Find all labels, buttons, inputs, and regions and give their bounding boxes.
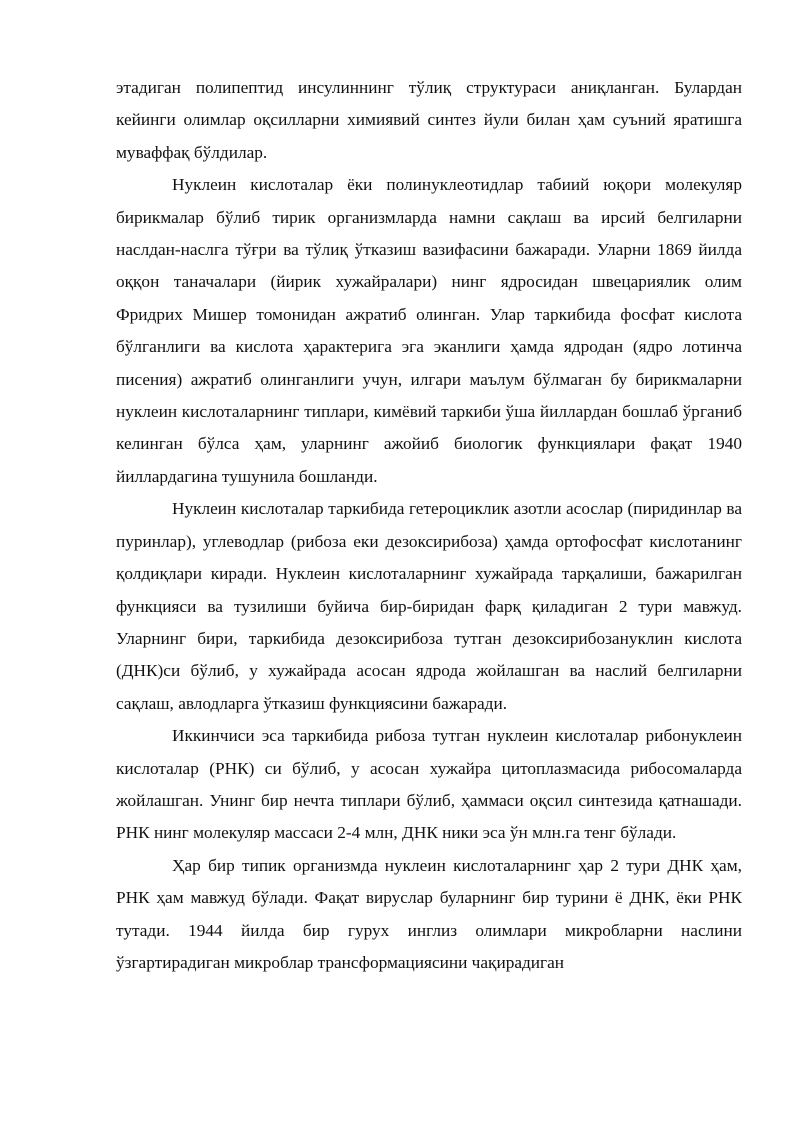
paragraph-5: Ҳар бир типик организмда нуклеин кислоталарнинг ҳар 2 тури ДНК ҳам, РНК ҳам мавжуд бўлади. Фақат вируслар буларнинг бир турини ё ДНК, ёки РНК тутади. 1944 йилда бир гурух инглиз олимлари микробларни наслини ўзгартирадиган микроблар трансформациясини чақирадиган xyxy=(116,855,742,972)
paragraph-2: Нуклеин кислоталар ёки полинуклеотидлар табиий юқори молекуляр бирикмалар бўлиб тирик организмларда намни сақлаш ва ирсий белгиларни наслдан-наслга тўғри ва тўлиқ ўтказиш вазифасини бажаради. Уларни 1869 йилда оққон таначалари (йирик хужайралари) нинг ядросидан швецариялик олим Фридрих Мишер томонидан ажратиб олинган. Улар таркибида фосфат кислота бўлганлиги ва кислота ҳарактерига эга эканлиги ҳамда ядродан (ядро лотинча писения) ажратиб олинганлиги учун, илгари маълум бўлмаган бу бирикмаларни нуклеин кислоталарнинг типлари, кимёвий таркиби ўша йиллардан бошлаб ўрганиб келинган бўлса ҳам, уларнинг ажойиб биологик функциялари фақат 1940 йиллардагина тушунила бошланди. xyxy=(116,175,742,486)
paragraph-3: Нуклеин кислоталар таркибида гетероциклик азотли асослар (пиридинлар ва пуринлар), углеводлар (рибоза еки дезоксирибоза) ҳамда ортофосфат кислотанинг қолдиқлари киради. Нуклеин кислоталарнинг хужайрада тарқалиши, бажарилган функцияси ва тузилиши буйича бир-биридан фарқ қиладиган 2 тури мавжуд. Уларнинг бири, таркибида дезоксирибоза тутган дезоксирибозануклин кислота (ДНК)си бўлиб, у хужайрада асосан ядрода жойлашган ва наслий белгиларни сақлаш, авлодларга ўтказиш функциясини бажаради. xyxy=(116,499,742,713)
paragraph-4: Иккинчиси эса таркибида рибоза тутган нуклеин кислоталар рибонуклеин кислоталар (РНК) си бўлиб, у асосан хужайра цитоплазмасида рибосомаларда жойлашган. Унинг бир нечта типлари бўлиб, ҳаммаси оқсил синтезида қатнашади. РНК нинг молекуляр массаси 2-4 млн, ДНК ники эса ўн млн.га тенг бўлади. xyxy=(116,726,742,843)
paragraph-1: этадиган полипептид инсулиннинг тўлиқ структураси аниқланган. Булардан кейинги олимлар оқсилларни химиявий синтез йули билан ҳам суъний яратишга муваффақ бўлдилар. xyxy=(116,78,742,162)
body-text xyxy=(116,72,742,979)
